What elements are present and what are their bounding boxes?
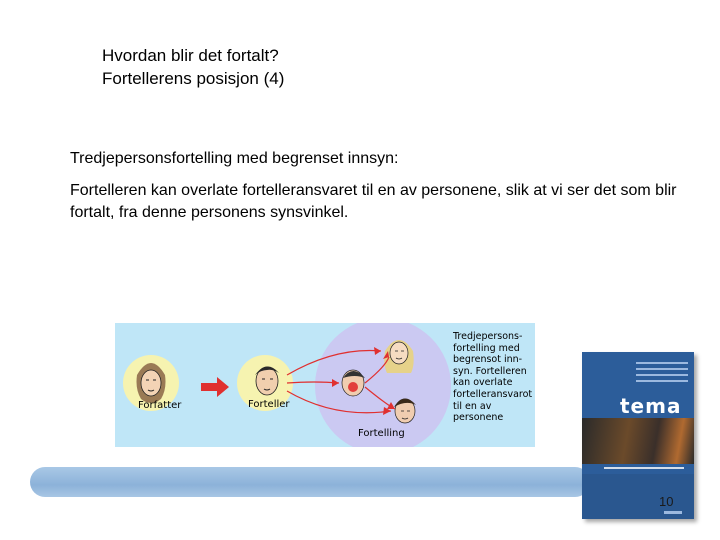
book-subtitle-line: [604, 467, 684, 469]
title-line-2: Fortellerens posisjon (4): [102, 69, 285, 88]
narrator-illustration: [115, 323, 535, 447]
footer-decorative-bar: [30, 467, 590, 497]
side-text-line: fortelleransvarot: [453, 388, 533, 400]
book-cover-blurb: [636, 362, 688, 386]
body-paragraph: Fortelleren kan overlate fortelleransvaret til en av personene, slik at vi ser det som blir fortalt, fra denne personens synsvinkel.: [70, 182, 677, 221]
narrator-label: Forteller: [248, 399, 290, 410]
side-text-line: personene: [453, 412, 504, 424]
side-text-line: til en av: [453, 400, 492, 412]
title-line-1: Hvordan blir det fortalt?: [102, 46, 279, 65]
side-text-line: begrensot inn-: [453, 354, 523, 366]
intro-paragraph: Tredjepersonsfortelling med begrenset innsyn:: [70, 150, 399, 167]
side-text-line: syn. Fortelleren: [453, 365, 527, 377]
side-text-line: fortelling med: [453, 342, 520, 354]
side-text-line: Tredjepersons-: [453, 331, 523, 342]
arrow-right-icon: [201, 377, 229, 397]
illustration-side-text: [453, 331, 535, 424]
page-number: 10: [659, 494, 674, 509]
slide-title: [102, 44, 362, 90]
author-label: Forfatter: [138, 400, 182, 411]
book-title: tema: [620, 394, 682, 418]
book-cover-photo: [582, 418, 694, 464]
book-cover-image: [582, 352, 694, 519]
side-text-line: kan overlate: [453, 377, 513, 389]
story-label: Fortelling: [358, 428, 405, 439]
book-publisher-mark: [664, 511, 682, 514]
